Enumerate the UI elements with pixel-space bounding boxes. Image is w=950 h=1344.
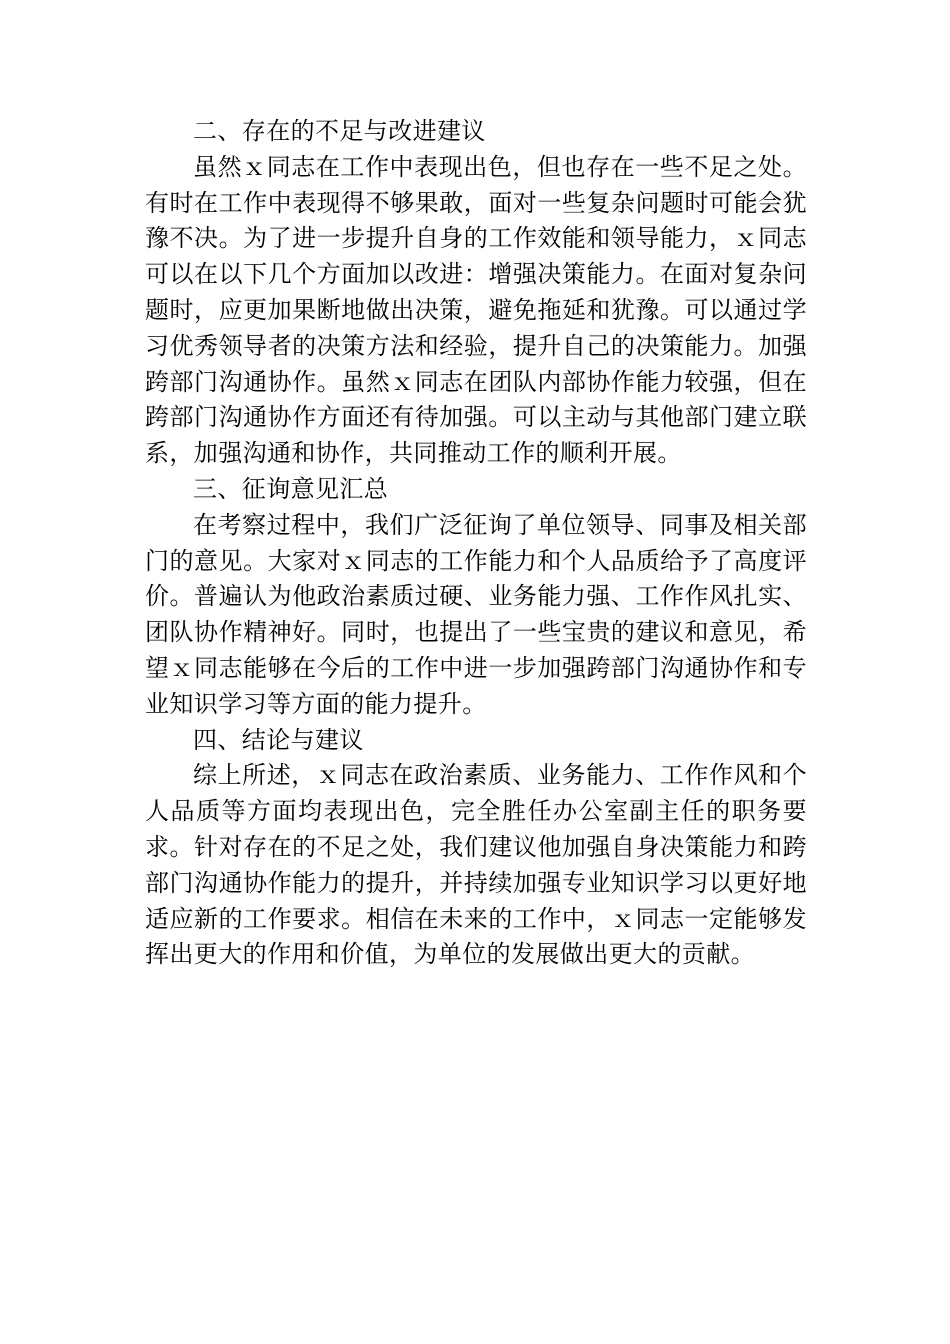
section-heading-opinions: 三、征询意见汇总 <box>193 474 389 503</box>
document-body <box>145 114 807 973</box>
section-paragraph-shortcomings: 虽然ｘ同志在工作中表现出色，但也存在一些不足之处。有时在工作中表现得不够果敢，面对一些复杂问题时可能会犹豫不决。为了进一步提升自身的工作效能和领导能力，ｘ同志可以在以下几个方面加以改进：增强决策能力。在面对复杂问题时，应更加果断地做出决策，避免拖延和犹豫。可以通过学习优秀领导者的决策方法和经验，提升自己的决策能力。加强跨部门沟通协作。虽然ｘ同志在团队内部协作能力较强，但在跨部门沟通协作方面还有待加强。可以主动与其他部门建立联系，加强沟通和协作，共同推动工作的顺利开展。 <box>145 152 807 468</box>
section-heading-shortcomings: 二、存在的不足与改进建议 <box>193 117 486 145</box>
section-heading-conclusion: 四、结论与建议 <box>193 725 364 754</box>
section-paragraph-opinions: 在考察过程中，我们广泛征询了单位领导、同事及相关部门的意见。大家对ｘ同志的工作能力和个人品质给予了高度评价。普遍认为他政治素质过硬、业务能力强、工作作风扎实、团队协作精神好。同时，也提出了一些宝贵的建议和意见，希望ｘ同志能够在今后的工作中进一步加强跨部门沟通协作和专业知识学习等方面的能力提升。 <box>145 510 807 718</box>
section-paragraph-conclusion: 综上所述，ｘ同志在政治素质、业务能力、工作作风和个人品质等方面均表现出色，完全胜任办公室副主任的职务要求。针对存在的不足之处，我们建议他加强自身决策能力和跨部门沟通协作能力的提升，并持续加强专业知识学习以更好地适应新的工作要求。相信在未来的工作中，ｘ同志一定能够发挥出更大的作用和价值，为单位的发展做出更大的贡献。 <box>145 761 807 969</box>
